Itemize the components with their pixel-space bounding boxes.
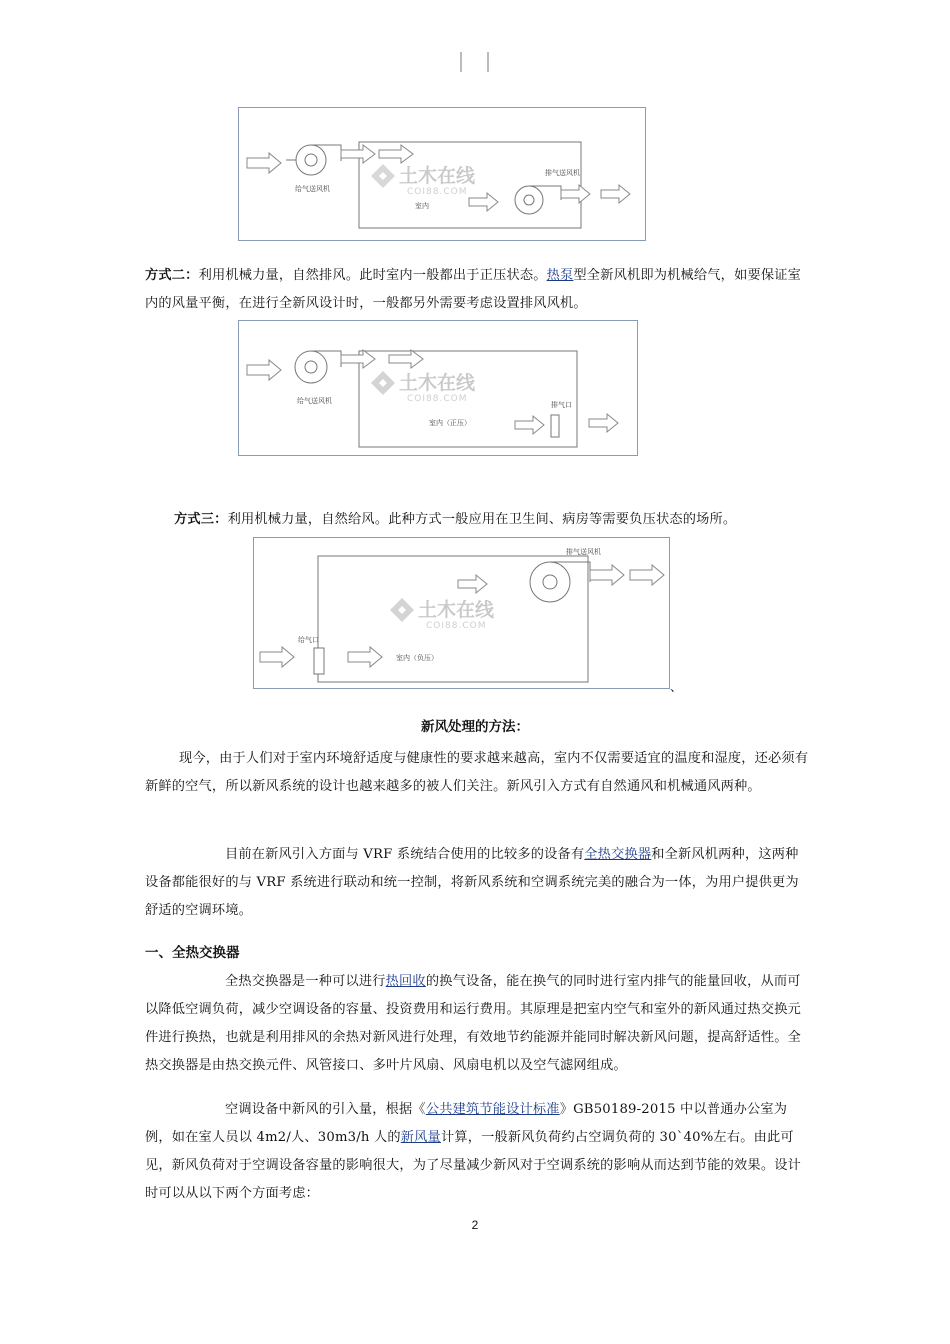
paragraph-fresh-air-volume <box>145 1096 810 1208</box>
figure2-diagram <box>239 321 637 455</box>
arrow-out <box>589 414 618 432</box>
watermark-logo <box>390 598 414 622</box>
arrow-to-exhaust-fan <box>458 575 487 593</box>
header-mark-left <box>460 52 462 72</box>
paragraph-intro-text: 现今，由于人们对于室内环境舒适度与健康性的要求越来越高，室内不仅需要适宜的温度和湿度，还必须有新鲜的空气，所以新风系统的设计也越来越多的被人们关注。新风引入方式有自然通风和机械通风两种。 <box>145 751 809 794</box>
link-heat-pump[interactable]: 热泵 <box>546 268 574 283</box>
link-total-heat-exchanger[interactable]: 全热交换器 <box>584 847 652 862</box>
link-energy-standard[interactable]: 公共建筑节能设计标准 <box>425 1102 560 1117</box>
label-outlet: 排气口 <box>551 401 572 409</box>
figure-ventilation-mode1 <box>238 107 646 241</box>
arrow-into-room <box>379 145 413 163</box>
watermark-text: 土木在线 <box>399 165 476 187</box>
watermark-text: 土木在线 <box>418 599 495 621</box>
arrow-fan <box>341 350 375 368</box>
paragraph-devices <box>145 841 810 925</box>
outlet-vent <box>551 415 559 437</box>
heading-total-heat-exchanger: 一、全热交换器 <box>145 945 240 961</box>
mode2-text2: 型全新风机即为机械给气，如要保证室内的风量平衡，在进行全新风设计时，一般都另外需要考虑设置排风风机。 <box>145 268 802 311</box>
watermark-subtext: COI88.COM <box>407 187 468 197</box>
label-room-negative: 室内（负压） <box>396 654 438 662</box>
watermark-subtext: COI88.COM <box>426 621 487 631</box>
arrow-in <box>247 360 281 380</box>
para4-text2: 》GB50189-2015 中以普通办公室为例，如在室人员以 4m2/人、30m3/h 人的 <box>145 1102 788 1145</box>
mode2-paragraph <box>145 262 810 318</box>
figure3-trailing-mark: 、 <box>670 680 683 694</box>
mode2-title: 方式二： <box>145 268 199 283</box>
header-mark-right <box>487 52 489 72</box>
watermark-logo <box>371 371 395 395</box>
room-box <box>359 351 577 447</box>
arrow-into-room <box>348 647 382 667</box>
mode3-text: 利用机械力量，自然给风。此种方式一般应用在卫生间、病房等需要负压状态的场所。 <box>227 512 737 527</box>
arrow-into-room <box>389 350 423 368</box>
para2-text2: 和全新风机两种，这两种设备都能很好的与 VRF 系统进行联动和统一控制，将新风系统和空调系统完美的融合为一体，为用户提供更为舒适的空调环境。 <box>145 847 799 918</box>
page-number: 2 <box>471 1218 479 1232</box>
para3-text2: 的换气设备，能在换气的同时进行室内排气的能量回收，从而可以降低空调负荷，减少空调设备的容量、投资费用和运行费用。其原理是把室内空气和室外的新风通过热交换元件进行换热，也就是利用排风的余热对新风进行处理，有效地节约能源并能同时解决新风问题，提高舒适性。全热交换器是由热交换元件、风管接口、多叶片风扇、风扇电机以及空气滤网组成。 <box>145 974 801 1073</box>
label-supply-fan: 给气送风机 <box>297 397 332 405</box>
section-title: 新风处理的方法： <box>421 719 529 735</box>
arrow-to-exhaust-fan <box>469 193 498 211</box>
mode3-paragraph <box>174 506 810 534</box>
link-heat-recovery[interactable]: 热回收 <box>385 974 426 989</box>
label-exhaust-fan: 排气送风机 <box>566 548 601 556</box>
label-exhaust-fan: 排气送风机 <box>545 169 580 177</box>
link-fresh-air-volume[interactable]: 新风量 <box>400 1130 441 1145</box>
mode2-text1: 利用机械力量，自然排风。此时室内一般都出于正压状态。 <box>198 268 547 283</box>
fan-supply <box>286 145 341 175</box>
fan-exhaust <box>515 186 561 214</box>
para3-text1: 全热交换器是一种可以进行 <box>225 974 386 989</box>
figure1-diagram <box>239 108 645 240</box>
para2-text1: 目前在新风引入方面与 VRF 系统结合使用的比较多的设备有 <box>225 847 585 862</box>
label-supply-fan: 给气送风机 <box>295 185 330 193</box>
arrow-exhaust-1 <box>561 185 590 203</box>
arrow-fan1 <box>341 145 375 163</box>
watermark-text: 土木在线 <box>399 372 476 394</box>
paragraph-intro <box>145 745 810 801</box>
arrow-exhaust-2 <box>601 185 630 203</box>
figure-ventilation-mode3 <box>253 537 670 689</box>
paragraph-heat-exchanger <box>145 968 810 1080</box>
para4-text3: 计算，一般新风负荷约占空调负荷的 30`40%左右。由此可见，新风负荷对于空调设备容量的影响很大，为了尽量减少新风对于空调系统的影响从而达到节能的效果。设计时可以从以下两个方面考虑： <box>145 1130 801 1201</box>
label-inlet: 给气口 <box>298 636 319 644</box>
arrow-exhaust-1 <box>590 565 624 585</box>
figure-ventilation-mode2 <box>238 320 638 456</box>
watermark-subtext: COI88.COM <box>407 394 468 404</box>
para4-text1: 空调设备中新风的引入量，根据《 <box>225 1102 426 1117</box>
figure3-diagram <box>254 538 669 688</box>
fan-exhaust <box>530 562 590 602</box>
mode3-title: 方式三： <box>174 512 228 527</box>
watermark-logo <box>371 164 395 188</box>
fan-supply <box>295 351 341 383</box>
label-room-positive: 室内（正压） <box>429 419 471 427</box>
label-room: 室内 <box>415 202 429 210</box>
arrow-in <box>260 647 294 667</box>
arrow-to-outlet <box>515 416 544 434</box>
arrow-exhaust-2 <box>630 565 664 585</box>
arrow-in <box>247 153 281 173</box>
inlet-vent <box>314 648 324 674</box>
